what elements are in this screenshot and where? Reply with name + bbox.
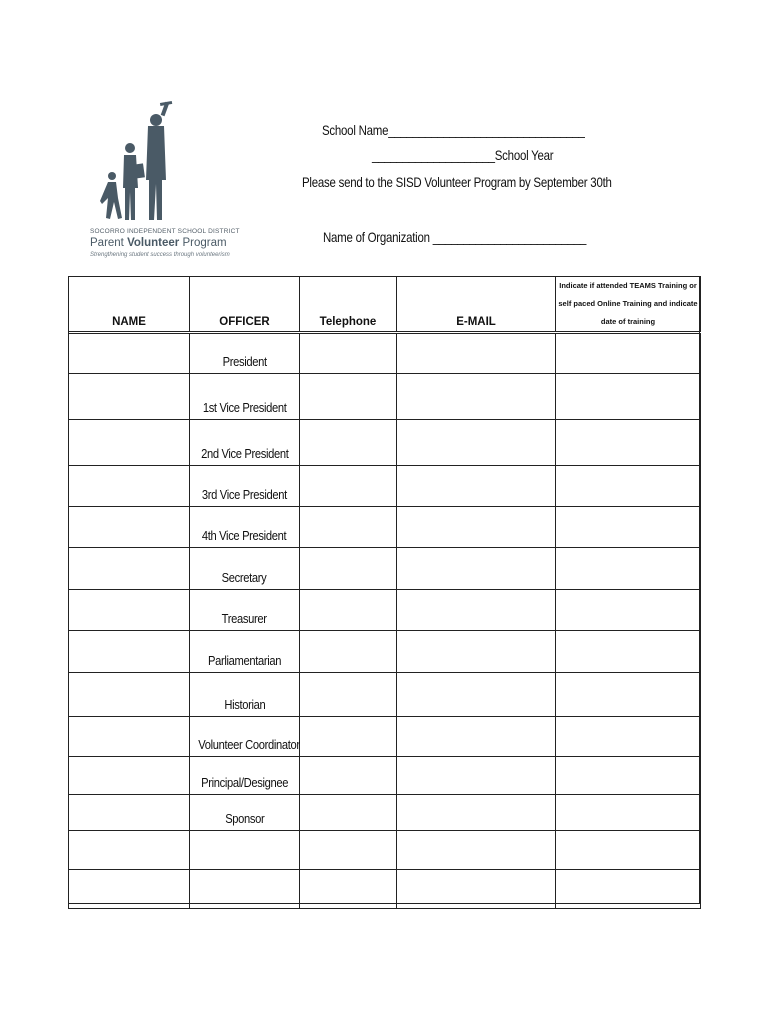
officer-cell: 1st Vice President bbox=[190, 374, 300, 420]
officer-cell[interactable] bbox=[190, 831, 300, 870]
table-row bbox=[69, 795, 701, 831]
table-row bbox=[69, 548, 701, 590]
name-column-header: NAME bbox=[69, 277, 190, 333]
training-cell[interactable] bbox=[556, 590, 701, 631]
email-column-header: E-MAIL bbox=[397, 277, 556, 333]
name-cell[interactable] bbox=[69, 870, 190, 909]
table-row bbox=[69, 507, 701, 548]
name-cell[interactable] bbox=[69, 420, 190, 466]
name-cell[interactable] bbox=[69, 717, 190, 757]
training-cell[interactable] bbox=[556, 374, 701, 420]
name-cell[interactable] bbox=[69, 333, 190, 374]
school-year-line: ____________________School Year bbox=[372, 147, 554, 163]
email-cell[interactable] bbox=[397, 590, 556, 631]
table-row bbox=[69, 590, 701, 631]
name-cell[interactable] bbox=[69, 548, 190, 590]
table-row bbox=[69, 717, 701, 757]
training-cell[interactable] bbox=[556, 831, 701, 870]
telephone-cell[interactable] bbox=[300, 757, 397, 795]
email-cell[interactable] bbox=[397, 420, 556, 466]
officer-cell: Principal/Designee bbox=[190, 757, 300, 795]
email-cell[interactable] bbox=[397, 795, 556, 831]
telephone-column-header: Telephone bbox=[300, 277, 397, 333]
name-cell[interactable] bbox=[69, 631, 190, 673]
table-row bbox=[69, 631, 701, 673]
officer-column-header: OFFICER bbox=[190, 277, 300, 333]
officer-cell: Volunteer Coordinator bbox=[190, 717, 300, 757]
email-cell[interactable] bbox=[397, 507, 556, 548]
training-cell[interactable] bbox=[556, 507, 701, 548]
training-cell[interactable] bbox=[556, 673, 701, 717]
organization-line: Name of Organization _________________________ bbox=[323, 229, 587, 245]
training-cell[interactable] bbox=[556, 420, 701, 466]
training-cell[interactable] bbox=[556, 795, 701, 831]
table-row bbox=[69, 831, 701, 870]
email-cell[interactable] bbox=[397, 466, 556, 507]
name-cell[interactable] bbox=[69, 374, 190, 420]
officer-cell: Parliamentarian bbox=[190, 631, 300, 673]
telephone-cell[interactable] bbox=[300, 795, 397, 831]
email-cell[interactable] bbox=[397, 631, 556, 673]
email-cell[interactable] bbox=[397, 374, 556, 420]
name-cell[interactable] bbox=[69, 507, 190, 548]
telephone-cell[interactable] bbox=[300, 374, 397, 420]
training-cell[interactable] bbox=[556, 717, 701, 757]
officer-cell: Sponsor bbox=[190, 795, 300, 831]
email-cell[interactable] bbox=[397, 673, 556, 717]
table-row bbox=[69, 333, 701, 374]
training-cell[interactable] bbox=[556, 333, 701, 374]
table-row bbox=[69, 466, 701, 507]
telephone-cell[interactable] bbox=[300, 333, 397, 374]
email-cell[interactable] bbox=[397, 870, 556, 909]
table-row bbox=[69, 374, 701, 420]
telephone-cell[interactable] bbox=[300, 548, 397, 590]
telephone-cell[interactable] bbox=[300, 673, 397, 717]
telephone-cell[interactable] bbox=[300, 590, 397, 631]
officer-cell: Secretary bbox=[190, 548, 300, 590]
family-silhouette-icon bbox=[96, 100, 176, 225]
training-cell[interactable] bbox=[556, 870, 701, 909]
name-cell[interactable] bbox=[69, 831, 190, 870]
officer-cell: 4th Vice President bbox=[190, 507, 300, 548]
table-header-row bbox=[69, 277, 701, 333]
email-cell[interactable] bbox=[397, 757, 556, 795]
telephone-cell[interactable] bbox=[300, 466, 397, 507]
telephone-cell[interactable] bbox=[300, 831, 397, 870]
officer-cell: 3rd Vice President bbox=[190, 466, 300, 507]
training-cell[interactable] bbox=[556, 631, 701, 673]
table-row bbox=[69, 870, 701, 909]
officer-cell: Treasurer bbox=[190, 590, 300, 631]
telephone-cell[interactable] bbox=[300, 631, 397, 673]
table-row bbox=[69, 673, 701, 717]
table-row bbox=[69, 420, 701, 466]
officer-cell[interactable] bbox=[190, 870, 300, 909]
officer-roster-table bbox=[68, 276, 701, 909]
telephone-cell[interactable] bbox=[300, 507, 397, 548]
telephone-cell[interactable] bbox=[300, 717, 397, 757]
email-cell[interactable] bbox=[397, 548, 556, 590]
send-instruction: Please send to the SISD Volunteer Program by September 30th bbox=[302, 174, 612, 190]
program-tagline: Strengthening student success through volunteerism bbox=[90, 252, 230, 258]
officer-cell: President bbox=[190, 333, 300, 374]
table-row bbox=[69, 757, 701, 795]
officer-cell: 2nd Vice President bbox=[190, 420, 300, 466]
name-cell[interactable] bbox=[69, 673, 190, 717]
officer-cell: Historian bbox=[190, 673, 300, 717]
email-cell[interactable] bbox=[397, 831, 556, 870]
training-column-header: Indicate if attended TEAMS Training or self paced Online Training and indicate date of training bbox=[556, 277, 701, 333]
name-cell[interactable] bbox=[69, 757, 190, 795]
district-name: SOCORRO INDEPENDENT SCHOOL DISTRICT bbox=[90, 228, 240, 235]
training-cell[interactable] bbox=[556, 757, 701, 795]
training-cell[interactable] bbox=[556, 466, 701, 507]
name-cell[interactable] bbox=[69, 590, 190, 631]
email-cell[interactable] bbox=[397, 333, 556, 374]
name-cell[interactable] bbox=[69, 466, 190, 507]
name-cell[interactable] bbox=[69, 795, 190, 831]
email-cell[interactable] bbox=[397, 717, 556, 757]
program-name: Parent Volunteer Program bbox=[90, 237, 227, 249]
program-logo bbox=[86, 100, 240, 265]
telephone-cell[interactable] bbox=[300, 870, 397, 909]
telephone-cell[interactable] bbox=[300, 420, 397, 466]
training-cell[interactable] bbox=[556, 548, 701, 590]
school-name-line: School Name________________________________ bbox=[322, 122, 585, 138]
